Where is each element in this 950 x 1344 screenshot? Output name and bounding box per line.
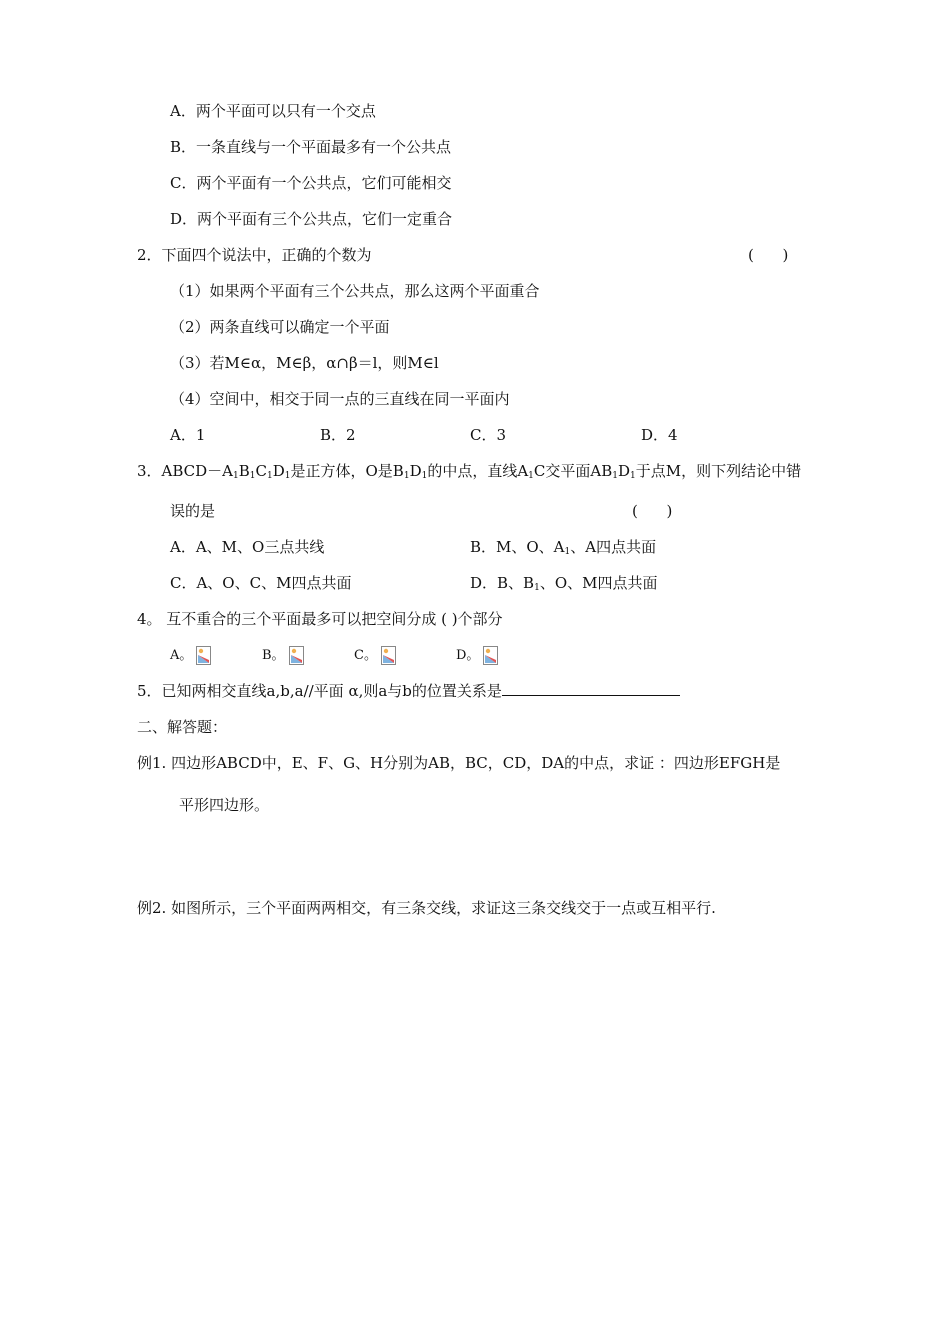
q2-option-a: A．1 xyxy=(170,426,206,444)
broken-image-icon xyxy=(289,646,304,665)
q4-option-c-label: C。 xyxy=(354,648,377,663)
q3-stem-line1: 3．$ABCD-A_1B_1C_1D_1$是正方体，O是$B_1D_1$的中点，直线$A_1C$交平面$AB_1D_1$于点M，则下列结论中错 xyxy=(137,462,802,481)
q1-option-a: A．两个平面可以只有一个交点 xyxy=(170,102,376,120)
q4-option-a-label: A。 xyxy=(170,648,193,663)
example-1-line1: 例1. 四边形ABCD中，E、F、G、H分别为AB，BC，CD，DA的中点，求证 ：四边形EFGH是 xyxy=(137,754,781,772)
q1-option-d: D．两个平面有三个公共点，它们一定重合 xyxy=(170,210,453,228)
example-2-line1: 例2. 如图所示，三个平面两两相交，有三条交线，求证这三条交线交于一点或互相平行. xyxy=(137,899,716,917)
q1-option-b: B．一条直线与一个平面最多有一个公共点 xyxy=(170,138,452,156)
q2-stem: 2．下面四个说法中，正确的个数为 xyxy=(137,246,372,264)
q3-option-c: C．A、O、C、M四点共面 xyxy=(170,574,352,592)
q2-option-b: B．2 xyxy=(320,426,356,444)
q2-answer-paren: ( ) xyxy=(748,246,789,264)
q3-stem-line2: 误的是 xyxy=(170,502,216,520)
example-1-line2: 平形四边形。 xyxy=(179,796,270,814)
q5-stem: 5．已知两相交直线a,b,a//平面 α,则a与b的位置关系是 xyxy=(137,681,680,701)
q2-statement-2: （2）两条直线可以确定一个平面 xyxy=(170,318,390,336)
q2-statement-4: （4）空间中，相交于同一点的三直线在同一平面内 xyxy=(170,390,510,408)
broken-image-icon xyxy=(196,646,211,665)
q4-option-b-label: B。 xyxy=(262,648,285,663)
q4-option-c xyxy=(354,644,396,666)
q4-option-d-label: D。 xyxy=(456,648,480,663)
q4-option-d xyxy=(456,644,498,666)
q4-stem: 4。 互不重合的三个平面最多可以把空间分成 ( )个部分 xyxy=(137,610,503,628)
q4-option-b xyxy=(262,644,304,666)
q4-option-a xyxy=(170,644,211,666)
q2-statement-3: （3）若M∈α，M∈β，α∩β＝l，则M∈l xyxy=(170,354,439,372)
q2-statement-1: （1）如果两个平面有三个公共点，那么这两个平面重合 xyxy=(170,282,540,300)
broken-image-icon xyxy=(483,646,498,665)
q2-option-d: D．4 xyxy=(641,426,678,444)
q5-answer-blank[interactable] xyxy=(502,681,680,696)
q1-option-c: C．两个平面有一个公共点，它们可能相交 xyxy=(170,174,452,192)
section-2-title: 二、解答题： xyxy=(137,718,228,736)
q3-option-b: B．M、O、$A_1$、A四点共面 xyxy=(470,538,657,557)
q3-option-d: D．B、$B_1$、O、M四点共面 xyxy=(470,574,658,593)
q3-option-a: A．A、M、O三点共线 xyxy=(170,538,325,556)
q3-answer-paren: ( ) xyxy=(632,502,673,520)
broken-image-icon xyxy=(381,646,396,665)
q2-option-c: C．3 xyxy=(470,426,507,444)
